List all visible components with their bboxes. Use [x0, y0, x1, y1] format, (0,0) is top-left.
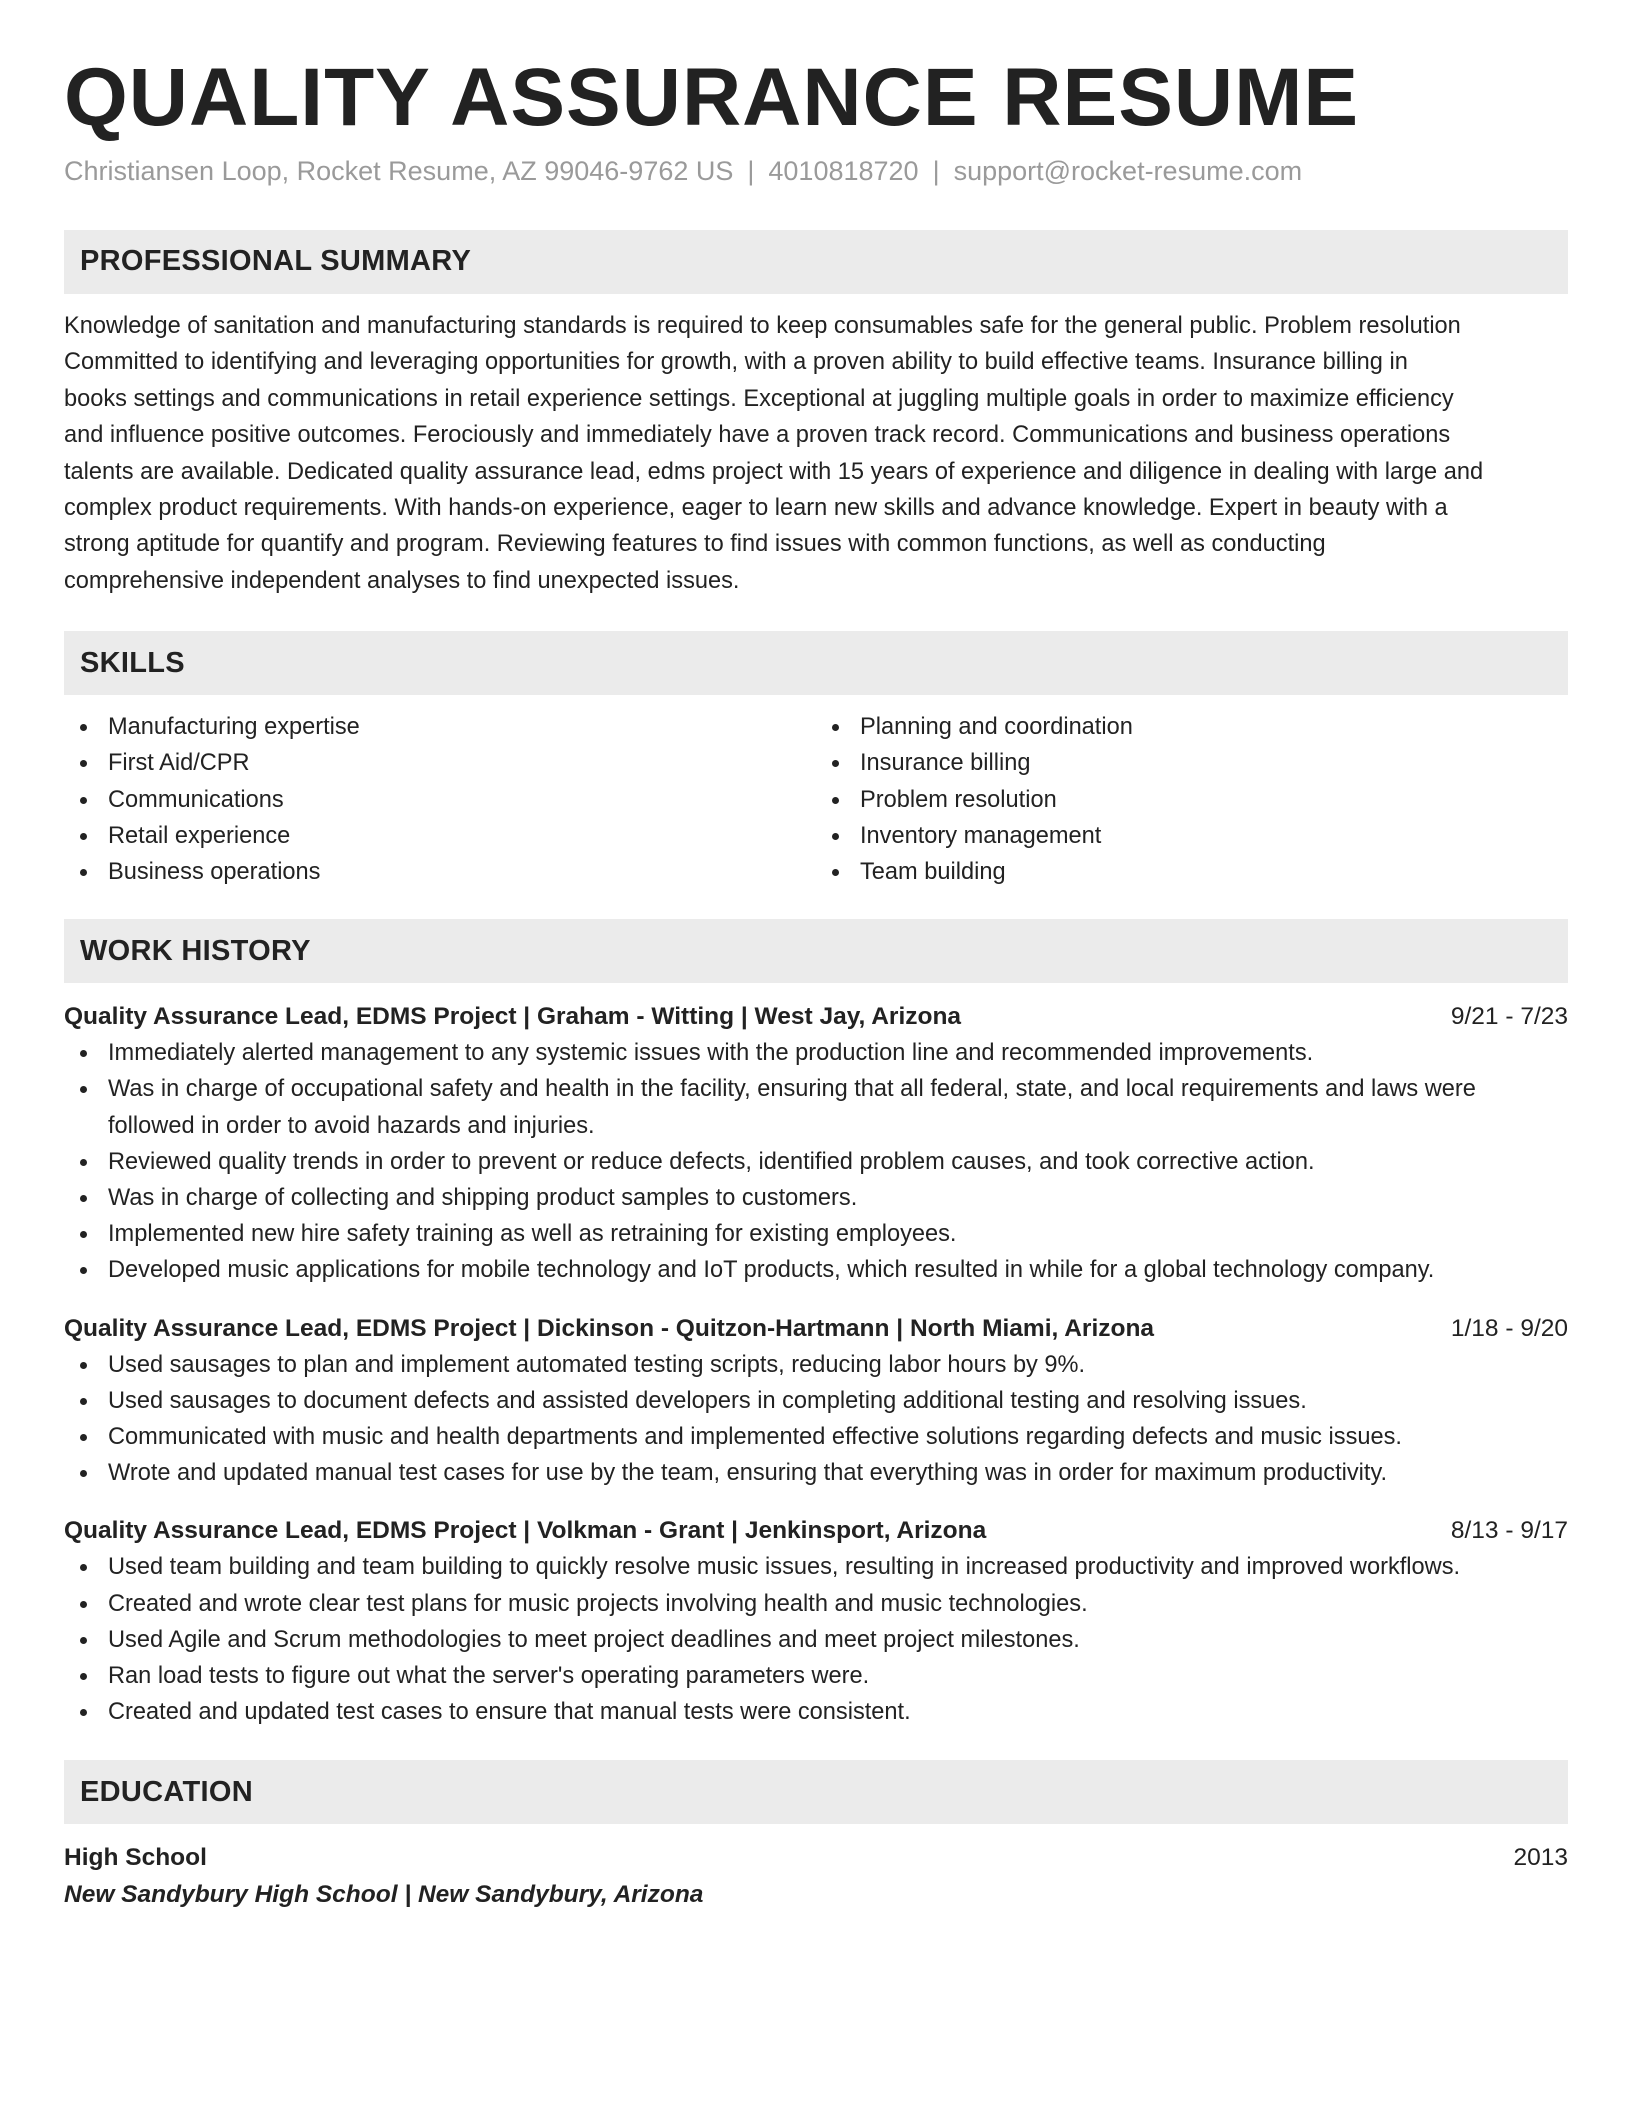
- job-bullet: Used team building and team building to quickly resolve music issues, resulting in increased productivity and improved workflows.: [64, 1549, 1568, 1585]
- job-bullet: Implemented new hire safety training as well as retraining for existing employees.: [64, 1216, 1568, 1252]
- section-heading-work-history: WORK HISTORY: [64, 919, 1568, 983]
- job-entry: [64, 1513, 1568, 1730]
- contact-email[interactable]: support@rocket-resume.com: [953, 155, 1303, 186]
- skill-item: Team building: [816, 854, 1568, 890]
- job-bullet: Developed music applications for mobile technology and IoT products, which resulted in while for a global technology company.: [64, 1252, 1568, 1288]
- skill-item: Manufacturing expertise: [64, 709, 816, 745]
- skill-item: Retail experience: [64, 818, 816, 854]
- skills-list-left: [64, 709, 816, 890]
- job-bullet: Used sausages to plan and implement automated testing scripts, reducing labor hours by 9%.: [64, 1347, 1568, 1383]
- job-dates: 9/21 - 7/23: [1450, 1003, 1568, 1031]
- section-heading-education: EDUCATION: [64, 1760, 1568, 1824]
- job-header: [64, 1311, 1568, 1347]
- skill-item: Problem resolution: [816, 782, 1568, 818]
- job-entry: [64, 999, 1568, 1288]
- contact-separator: |: [747, 155, 755, 186]
- job-bullet: Created and wrote clear test plans for music projects involving health and music technologies.: [64, 1586, 1568, 1622]
- job-title: Quality Assurance Lead, EDMS Project | Graham - Witting | West Jay, Arizona: [64, 1003, 962, 1031]
- job-dates: 8/13 - 9/17: [1450, 1517, 1568, 1545]
- contact-address: Christiansen Loop, Rocket Resume, AZ 99046-9762 US: [64, 155, 734, 186]
- job-bullets: [64, 1347, 1568, 1492]
- job-bullet: Was in charge of collecting and shipping product samples to customers.: [64, 1180, 1568, 1216]
- skills-grid: [64, 709, 1568, 890]
- job-bullet: Ran load tests to figure out what the server's operating parameters were.: [64, 1658, 1568, 1694]
- skills-section: [64, 631, 1568, 890]
- contact-phone: 4010818720: [768, 155, 919, 186]
- job-bullet: Wrote and updated manual test cases for use by the team, ensuring that everything was in order for maximum productivity.: [64, 1455, 1568, 1491]
- section-heading-skills: SKILLS: [64, 631, 1568, 695]
- skill-item: Insurance billing: [816, 745, 1568, 781]
- job-bullet: Created and updated test cases to ensure that manual tests were consistent.: [64, 1694, 1568, 1730]
- skill-item: Inventory management: [816, 818, 1568, 854]
- resume-title: QUALITY ASSURANCE RESUME: [64, 52, 1360, 143]
- job-title: Quality Assurance Lead, EDMS Project | Volkman - Grant | Jenkinsport, Arizona: [64, 1517, 987, 1545]
- job-bullet: Reviewed quality trends in order to prevent or reduce defects, identified problem causes, and took corrective action.: [64, 1144, 1568, 1180]
- education-year: 2013: [1513, 1844, 1568, 1872]
- job-entry: [64, 1311, 1568, 1492]
- job-header: [64, 1513, 1568, 1549]
- section-heading-summary: PROFESSIONAL SUMMARY: [64, 230, 1568, 294]
- work-history-section: [64, 919, 1568, 1730]
- contact-line: [64, 154, 1568, 189]
- summary-text: Knowledge of sanitation and manufacturing standards is required to keep consumables safe for the general public. Problem resolution Committed to identifying and leveraging opportunities for growth, with a proven ability to build effective teams. Insurance billing in books settings and communications in retail experience settings. Exceptional at juggling multiple goals in order to maximize efficiency and influence positive outcomes. Ferociously and immediately have a proven track record. Communications and business operations talents are available. Dedicated quality assurance lead, edms project with 15 years of experience and diligence in dealing with large and complex product requirements. With hands-on experience, eager to learn new skills and advance knowledge. Expert in beauty with a strong aptitude for quantify and program. Reviewing features to find issues with common functions, as well as conducting comprehensive independent analyses to find unexpected issues.: [64, 312, 1484, 594]
- job-bullets: [64, 1035, 1568, 1288]
- job-bullet: Used sausages to document defects and assisted developers in completing additional testing and resolving issues.: [64, 1383, 1568, 1419]
- summary-section: [64, 230, 1568, 599]
- skill-item: Business operations: [64, 854, 816, 890]
- education-section: [64, 1760, 1568, 1914]
- job-bullets: [64, 1549, 1568, 1730]
- job-dates: 1/18 - 9/20: [1450, 1314, 1568, 1342]
- job-bullet: Used Agile and Scrum methodologies to meet project deadlines and meet project milestones.: [64, 1622, 1568, 1658]
- job-title: Quality Assurance Lead, EDMS Project | Dickinson - Quitzon-Hartmann | North Miami, Arizona: [64, 1314, 1155, 1342]
- education-header: [64, 1840, 1568, 1876]
- job-bullet: Was in charge of occupational safety and health in the facility, ensuring that all federal, state, and local requirements and laws were followed in order to avoid hazards and injuries.: [64, 1071, 1568, 1143]
- skill-item: Planning and coordination: [816, 709, 1568, 745]
- skill-item: First Aid/CPR: [64, 745, 816, 781]
- job-header: [64, 999, 1568, 1035]
- skill-item: Communications: [64, 782, 816, 818]
- skills-list-right: [816, 709, 1568, 890]
- education-school: New Sandybury High School | New Sandybury, Arizona: [64, 1881, 704, 1909]
- job-bullet: Immediately alerted management to any systemic issues with the production line and recommended improvements.: [64, 1035, 1568, 1071]
- contact-separator: |: [932, 155, 940, 186]
- education-degree: High School: [64, 1844, 207, 1872]
- job-bullet: Communicated with music and health departments and implemented effective solutions regarding defects and music issues.: [64, 1419, 1568, 1455]
